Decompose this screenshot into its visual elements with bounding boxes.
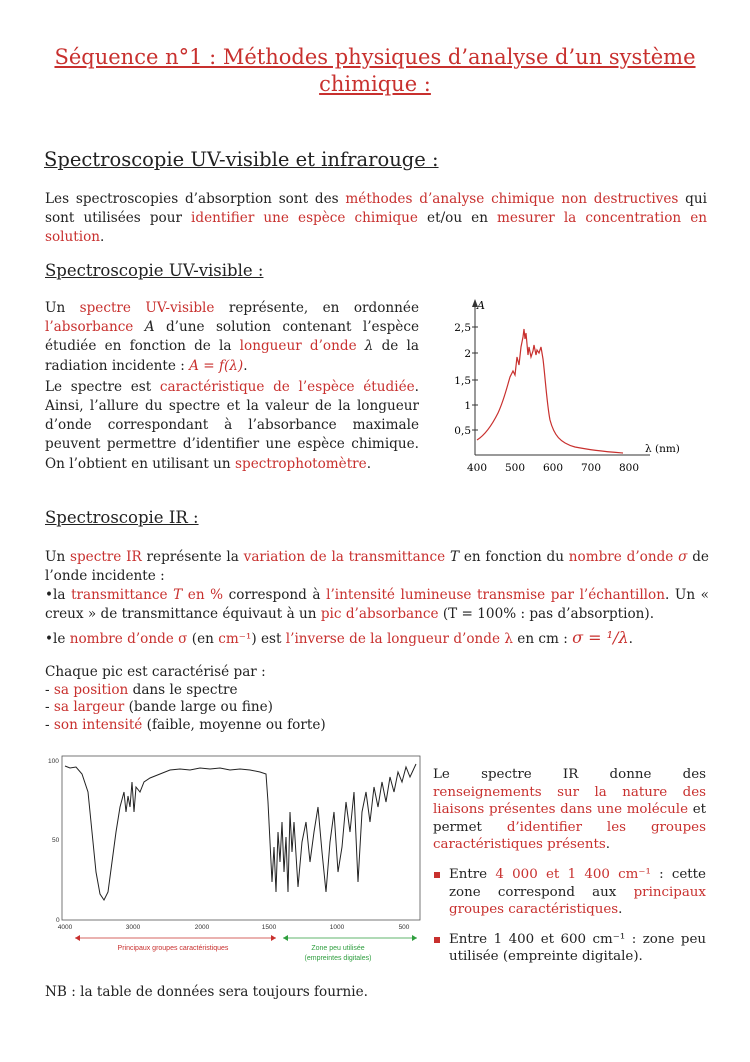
text: Entre	[449, 866, 496, 882]
highlight: caractéristique de l’espèce étudiée	[159, 378, 415, 395]
highlight: 4 000 et 1 400 cm⁻¹	[495, 866, 651, 882]
text: en fonction du	[459, 549, 569, 565]
text: Un	[45, 300, 80, 316]
x-tick-label: 1500	[261, 924, 277, 931]
x-tick-label: 600	[542, 462, 564, 474]
y-tick-label: 1	[464, 400, 471, 412]
highlight: nombre d’onde	[568, 549, 679, 565]
highlight: variation de la transmittance	[243, 549, 450, 565]
section-heading-uv: Spectroscopie UV-visible :	[45, 261, 264, 280]
list-item	[45, 682, 445, 700]
zone2-arrow-left	[283, 935, 288, 941]
list-item	[45, 699, 445, 717]
text: -	[45, 716, 54, 733]
uv-absorbance-curve	[477, 329, 623, 453]
highlight: en %	[182, 587, 224, 603]
text: et permet	[433, 802, 707, 835]
highlight: longueur d’onde	[239, 338, 365, 355]
zone1-arrow-right	[271, 935, 276, 941]
zone2-label-2: (empreintes digitales)	[304, 955, 372, 962]
y-tick-label: 50	[52, 837, 60, 844]
zone2-arrow-right	[412, 935, 417, 941]
math: σ	[678, 549, 688, 565]
text: .	[618, 902, 623, 918]
text: .	[605, 837, 610, 853]
text: en cm :	[512, 631, 573, 647]
formula: σ = ¹/λ	[572, 628, 629, 647]
page-title	[40, 44, 710, 98]
highlight: l’inverse de la longueur d’onde λ	[285, 631, 513, 647]
ir-bullet-1	[45, 586, 709, 624]
highlight: spectrophotomètre	[235, 455, 367, 472]
y-axis-label: A	[477, 299, 485, 312]
zone2-label-1: Zone peu utilisée	[311, 945, 365, 952]
y-tick-label: 1,5	[454, 375, 471, 387]
text: •le	[45, 631, 70, 647]
text: (faible, moyenne ou forte)	[142, 716, 326, 733]
highlight: nombre d’onde σ	[69, 631, 188, 647]
page-title-line2: chimique :	[319, 72, 431, 96]
x-tick-label: 3000	[125, 924, 141, 931]
list-item	[45, 717, 445, 735]
text: Le spectre est	[45, 378, 160, 395]
text: Entre 1 400 et 600 cm⁻¹ : zone peu utilisée (empreinte digitale).	[449, 931, 706, 965]
text: (T = 100% : pas d’absorption).	[438, 606, 655, 622]
text: d’une solution contenant l’espèce étudiée en fonction de la	[45, 319, 419, 355]
ir-bullet-2	[45, 628, 709, 649]
x-tick-label: 400	[466, 462, 488, 474]
text: -	[45, 699, 54, 715]
y-tick-label: 0,5	[454, 425, 471, 437]
y-tick-label: 2,5	[454, 322, 471, 334]
x-tick-label: 1000	[329, 924, 345, 931]
ir-transmittance-curve	[65, 764, 416, 900]
text: .	[243, 357, 248, 374]
math: T	[173, 587, 183, 603]
text: Les spectroscopies d’absorption sont des	[45, 191, 346, 207]
highlight: spectre UV-visible	[79, 300, 215, 316]
x-axis-label: λ (nm)	[645, 443, 680, 455]
text: ) est	[251, 631, 286, 647]
list-item	[433, 931, 706, 966]
math: T	[449, 549, 460, 565]
highlight: son intensité	[53, 716, 143, 733]
bullet-square-icon	[434, 937, 440, 943]
text: . Un « creux » de transmittance équivaut à un	[45, 587, 709, 622]
x-tick-label: 500	[504, 462, 526, 474]
text: .	[628, 631, 633, 647]
text: et/ou en	[417, 210, 498, 226]
x-tick-label: 4000	[57, 924, 73, 931]
x-tick-label: 700	[580, 462, 602, 474]
text: (en	[187, 631, 219, 647]
text: de la radiation incidente :	[45, 338, 419, 374]
zone1-label: Principaux groupes caractéristiques	[117, 945, 229, 952]
ir-text	[45, 548, 709, 649]
section-heading-ir: Spectroscopie IR :	[45, 508, 199, 527]
highlight: spectre IR	[70, 549, 142, 565]
text: qui sont utilisées pour	[45, 191, 707, 226]
highlight: mesurer la concentration en solution	[45, 210, 708, 245]
y-tick-label: 2	[464, 348, 471, 360]
y-tick-label: 100	[48, 758, 59, 765]
peak-characteristics	[45, 664, 445, 734]
uv-paragraph-2	[45, 378, 419, 474]
peak-intro: Chaque pic est caractérisé par :	[45, 664, 266, 680]
text: de l’onde incidente :	[45, 549, 709, 584]
highlight: cm⁻¹	[218, 631, 252, 647]
text: représente la	[141, 549, 244, 565]
ir-paragraph-1	[45, 548, 709, 586]
section-heading-spectroscopy: Spectroscopie UV-visible et infrarouge :	[44, 148, 439, 171]
x-tick-label: 800	[618, 462, 640, 474]
uv-paragraph-1	[45, 299, 419, 376]
x-tick-label: 500	[398, 924, 410, 931]
uv-text	[45, 299, 419, 476]
highlight: pic d’absorbance	[320, 606, 439, 622]
math: A	[144, 319, 155, 336]
highlight: principaux groupes caractéristiques	[449, 884, 706, 918]
bullet-square-icon	[434, 872, 440, 878]
ir-zone-list	[433, 866, 706, 966]
uv-spectrum-chart	[440, 295, 695, 480]
formula: A = f(λ)	[189, 357, 244, 374]
text: correspond à	[223, 587, 327, 603]
highlight: sa largeur	[53, 699, 125, 715]
text: Un	[45, 549, 70, 565]
y-tick-label: 0	[56, 917, 60, 924]
highlight: l’intensité lumineuse transmise par l’échantillon	[326, 587, 665, 603]
page-title-line1: Séquence n°1 : Méthodes physiques d’analyse d’un système	[54, 45, 696, 69]
list-item	[433, 866, 706, 919]
text: représente, en ordonnée	[214, 300, 419, 316]
text: (bande large ou fine)	[124, 699, 273, 715]
highlight: renseignements sur la nature des liaisons présentes dans une molécule	[433, 784, 706, 818]
highlight: l’absorbance	[45, 319, 145, 336]
intro-paragraph	[45, 190, 707, 247]
text: . Ainsi, l’allure du spectre et la valeur de la longueur d’onde correspondant à l’absorbance maximale peuvent permettre d’identifier une espèce chimique. On l’obtient en utilisant un	[45, 378, 419, 472]
highlight: méthodes d’analyse chimique non destructives	[345, 191, 679, 207]
text: : cette zone correspond aux	[449, 866, 706, 900]
ir-description	[433, 766, 706, 978]
text: Le spectre IR donne des	[433, 767, 706, 782]
text: .	[366, 455, 372, 472]
highlight: sa position	[53, 681, 129, 698]
highlight: transmittance	[71, 587, 174, 603]
highlight: identifier une espèce chimique	[191, 210, 418, 226]
ir-desc-paragraph	[433, 766, 706, 854]
ir-spectrum-chart	[40, 752, 425, 972]
text: dans le spectre	[128, 681, 238, 698]
text: .	[100, 229, 105, 245]
highlight: d’identifier les groupes caractéristiques présents	[433, 819, 706, 853]
footnote: NB : la table de données sera toujours fournie.	[45, 984, 368, 1000]
text: -	[45, 681, 54, 698]
x-tick-label: 2000	[194, 924, 210, 931]
text: •la	[45, 587, 72, 603]
zone1-arrow-left	[75, 935, 80, 941]
math: λ	[364, 338, 374, 355]
